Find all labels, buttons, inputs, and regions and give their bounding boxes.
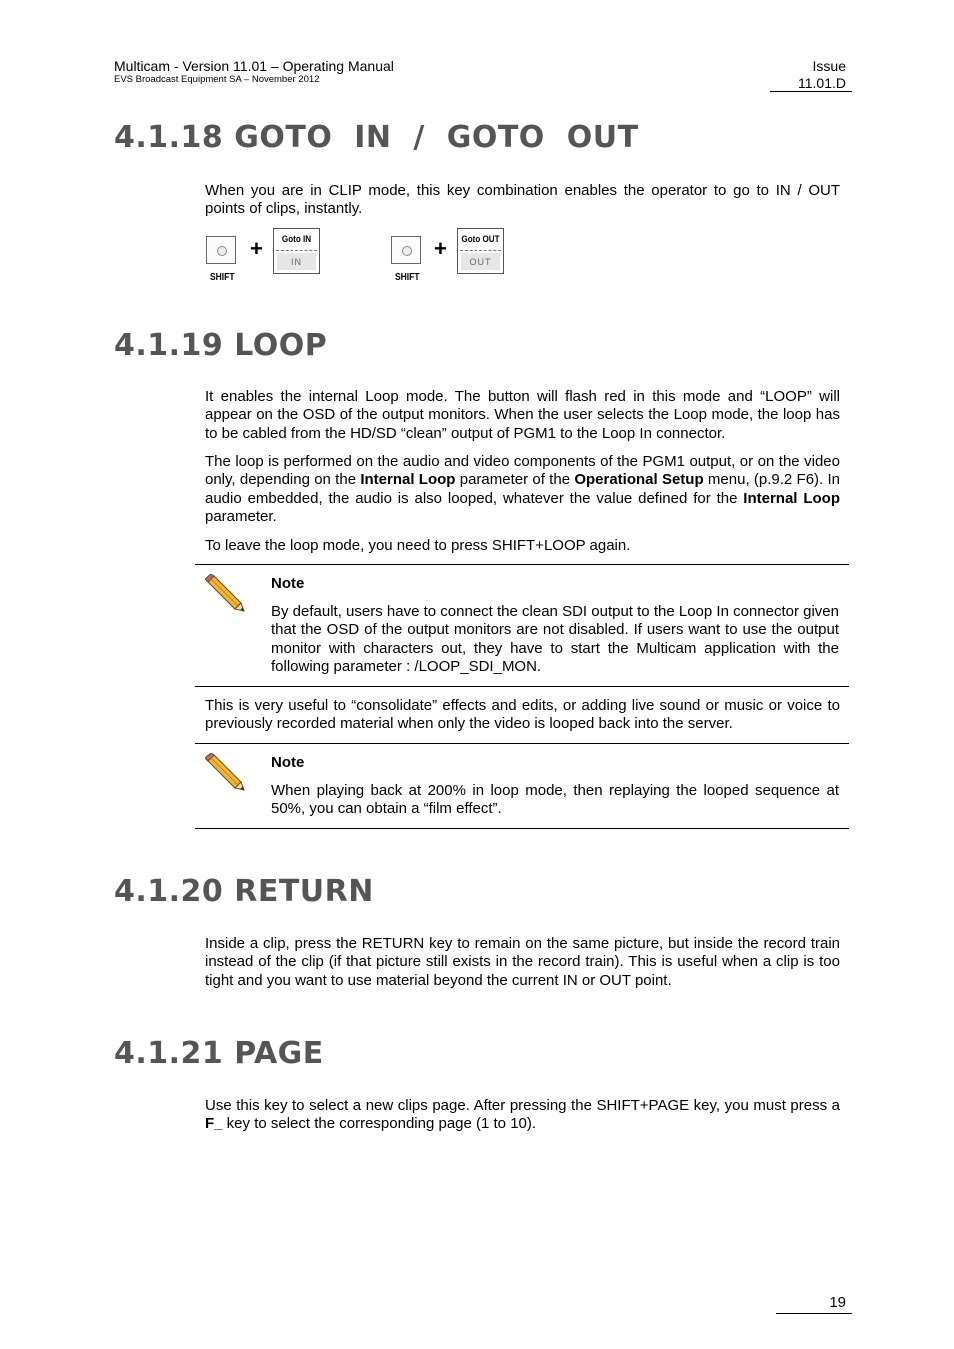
goto-out-key <box>457 228 504 274</box>
note-1-text: By default, users have to connect the clean SDI output to the Loop In connector given that the OSD of the output monitors are not disabled. If users want to use the output monitor with characters out, they have to start the Multicam application with the following parameter : /LOOP_SDI_MON. <box>271 603 839 675</box>
loop-paragraph-2: The loop is performed on the audio and video components of the PGM1 output, or on the video only, depending on the Internal Loop parameter of the Operational Setup menu, (p.9.2 F6). In audio embedded, the audio is also looped, whatever the value defined for the Internal Loop parameter. <box>205 453 841 525</box>
goto-in-key-bottom-label: IN <box>277 253 316 270</box>
section-heading-return: 4.1.20 RETURN <box>114 874 374 909</box>
goto-in-key <box>273 228 320 274</box>
return-paragraph: Inside a clip, press the RETURN key to remain on the same picture, but inside the record train instead of the clip (if that picture still exists in the record train). This is useful when a clip is too tight and you want to use material beyond the current IN or OUT point. <box>205 935 840 989</box>
note-2-title: Note <box>271 754 305 771</box>
key-combo-goto-out <box>391 228 521 288</box>
shift-key <box>206 236 236 264</box>
shift-key-label: SHIFT <box>210 272 235 283</box>
page-paragraph: Use this key to select a new clips page. After pressing the SHIFT+PAGE key, you must press a F_ key to select the corresponding page (1 to 10). <box>205 1097 840 1133</box>
goto-paragraph: When you are in CLIP mode, this key combination enables the operator to go to IN / OUT points of clips, instantly. <box>205 182 840 218</box>
goto-in-key-top-label: Goto IN <box>281 234 312 245</box>
plus-sign: + <box>250 236 263 261</box>
page-number: 19 <box>829 1294 846 1311</box>
key-combo-goto-in <box>206 228 336 288</box>
header-rule <box>770 91 852 92</box>
note-rule-top <box>195 743 849 744</box>
pencil-icon <box>205 574 247 614</box>
header-title: Multicam - Version 11.01 – Operating Manual <box>114 58 394 74</box>
led-icon <box>217 246 227 256</box>
section-heading-goto: 4.1.18 GOTO IN / GOTO OUT <box>114 120 639 155</box>
loop-paragraph-4: This is very useful to “consolidate” effects and edits, or adding live sound or music or voice to previously recorded material when only the video is looped back into the server. <box>205 697 840 733</box>
led-icon <box>402 246 412 256</box>
header-subtitle: EVS Broadcast Equipment SA – November 2012 <box>114 74 320 85</box>
header-issue-label: Issue <box>812 58 846 74</box>
goto-out-key-bottom-label: OUT <box>461 253 500 270</box>
loop-paragraph-1: It enables the internal Loop mode. The button will flash red in this mode and “LOOP” will appear on the OSD of the output monitors. When the user selects the Loop mode, the loop has to be cabled from the HD/SD “clean” output of PGM1 to the Loop In connector. <box>205 388 840 442</box>
key-separator <box>460 250 501 251</box>
note-rule-top <box>195 564 849 565</box>
loop-paragraph-3: To leave the loop mode, you need to press SHIFT+LOOP again. <box>205 537 631 554</box>
plus-sign: + <box>434 236 447 261</box>
section-heading-loop: 4.1.19 LOOP <box>114 328 328 363</box>
section-heading-page: 4.1.21 PAGE <box>114 1036 324 1071</box>
footer-rule <box>776 1313 852 1314</box>
key-separator <box>276 250 317 251</box>
shift-key <box>391 236 421 264</box>
goto-out-key-top-label: Goto OUT <box>461 234 500 245</box>
note-rule-bottom <box>195 686 849 687</box>
note-1-title: Note <box>271 575 305 592</box>
shift-key-label: SHIFT <box>395 272 420 283</box>
note-rule-bottom <box>195 828 849 829</box>
header-issue-value: 11.01.D <box>798 75 846 91</box>
pencil-icon <box>205 753 247 793</box>
note-2-text: When playing back at 200% in loop mode, then replaying the looped sequence at 50%, you can obtain a “film effect”. <box>271 782 839 818</box>
